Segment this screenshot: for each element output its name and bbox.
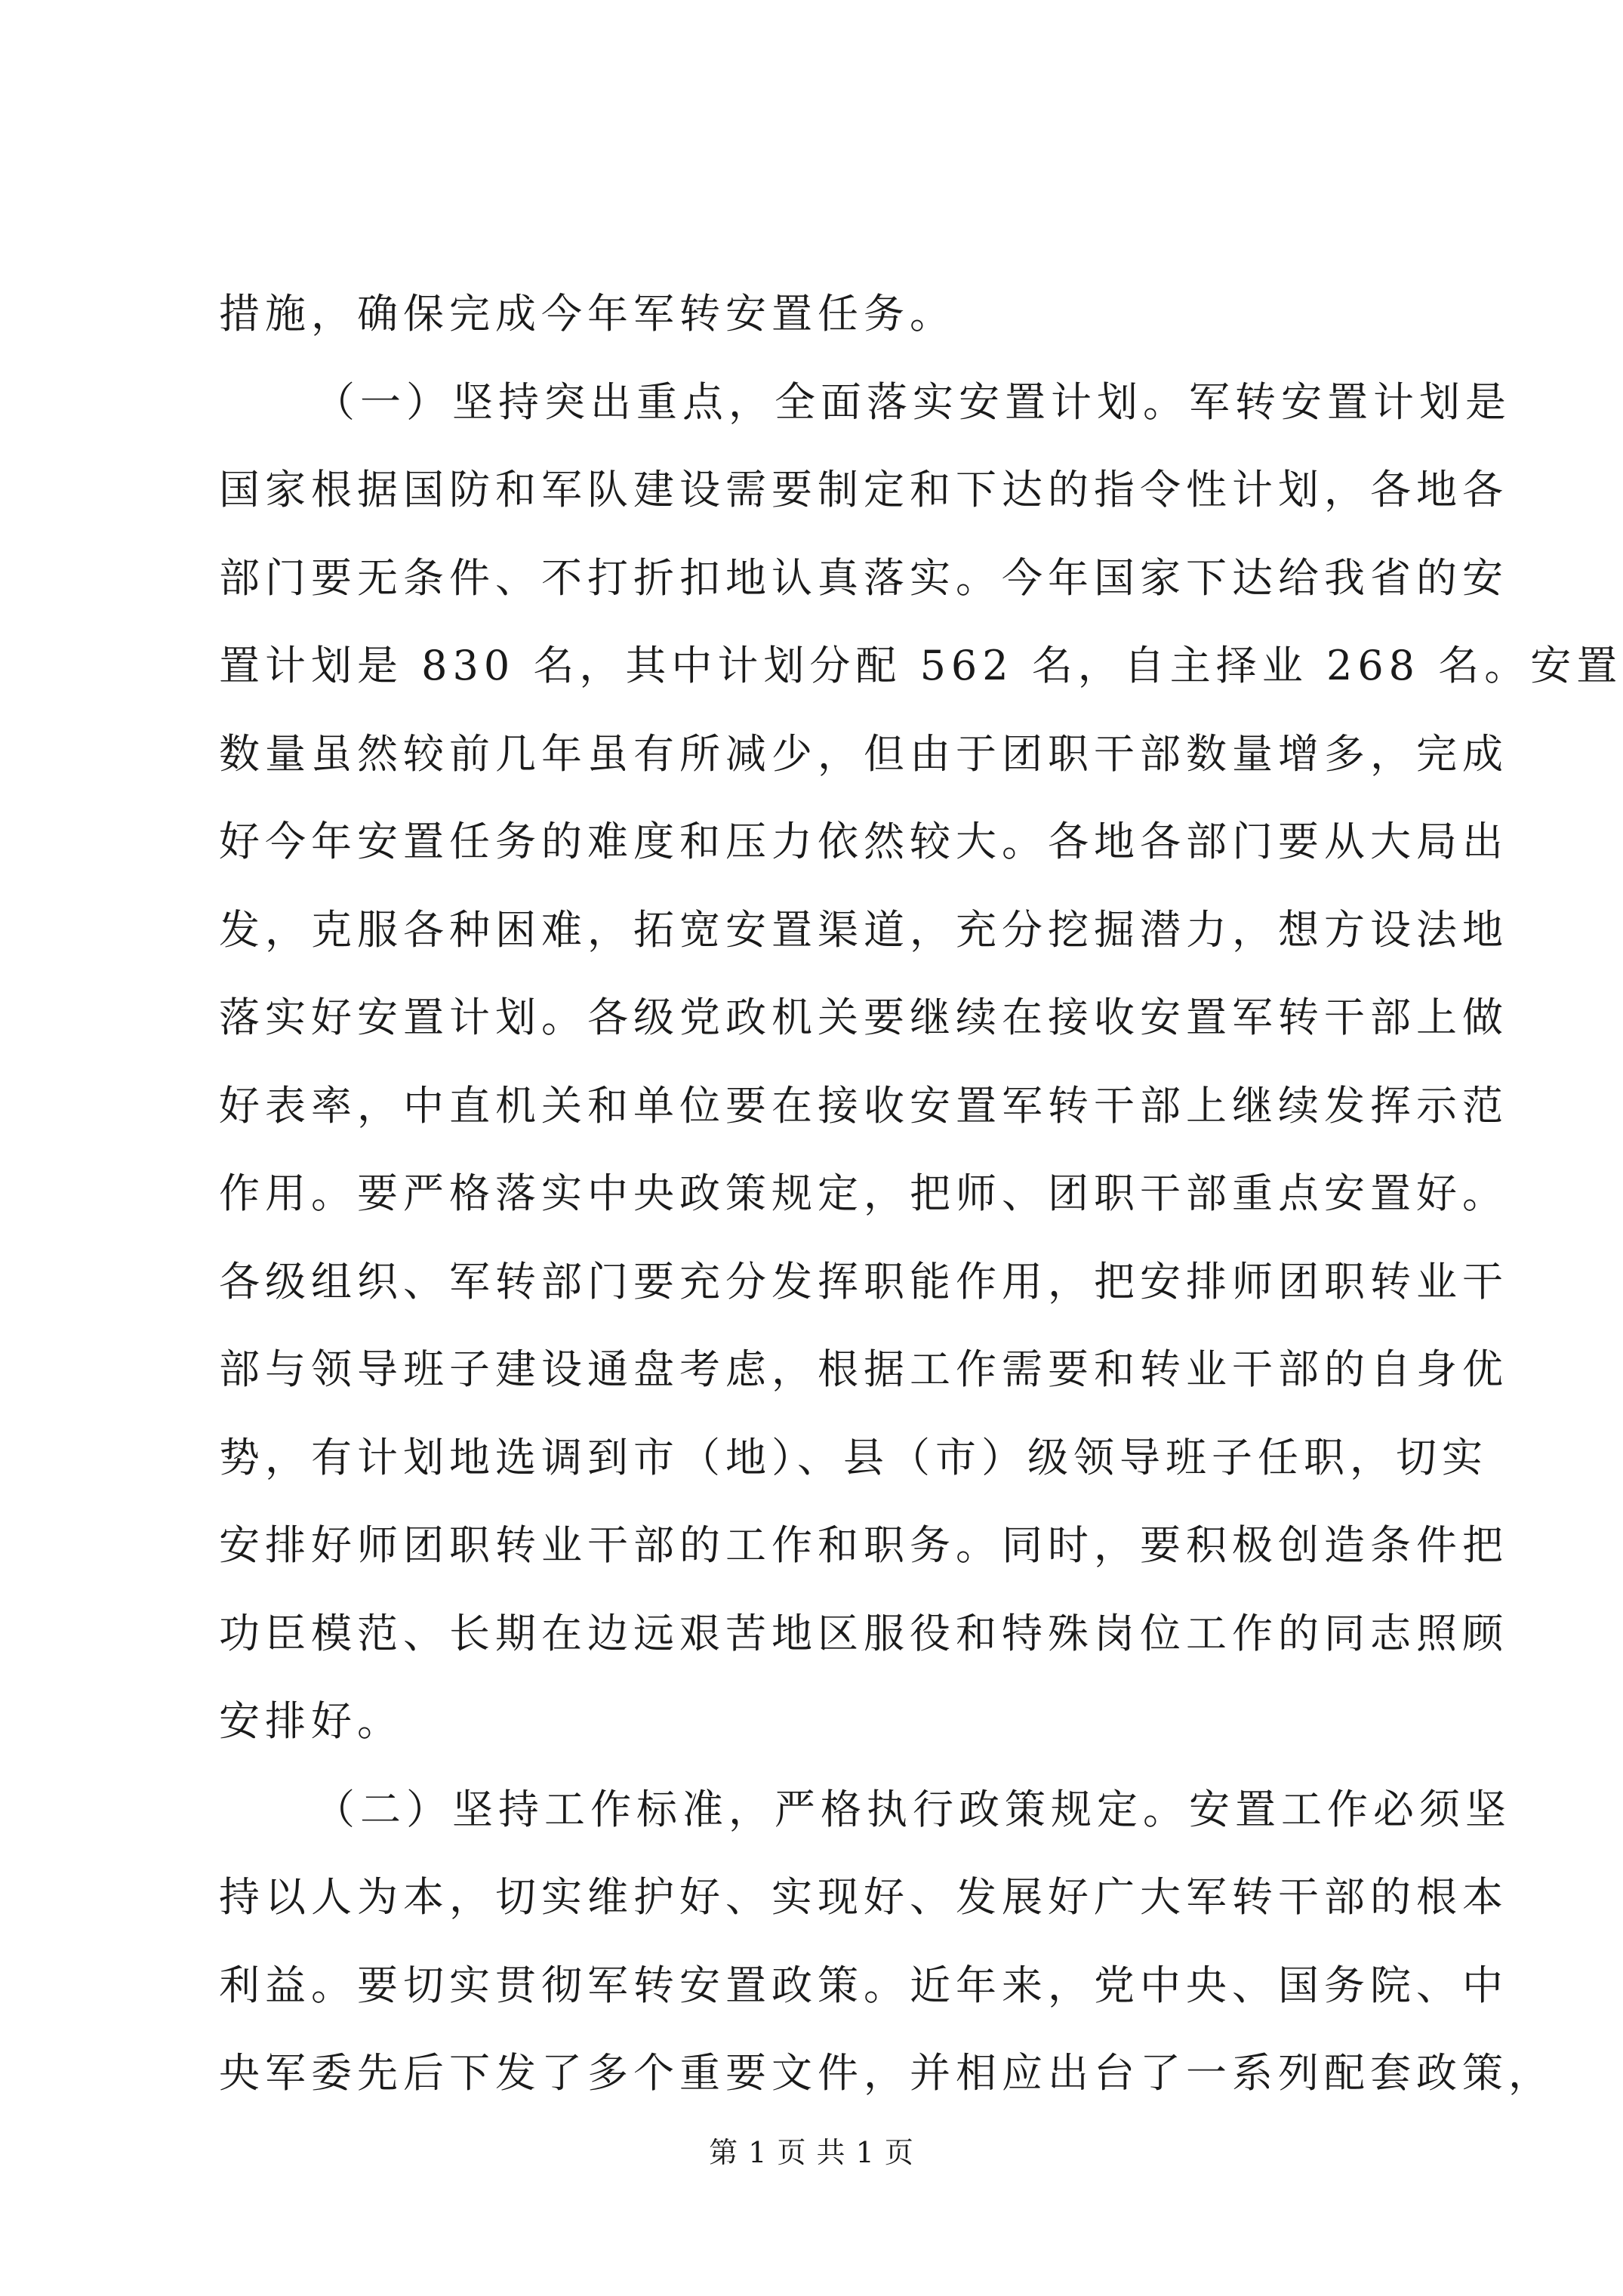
body-line-15: 安排好师团职转业干部的工作和职务。同时，要积极创造条件把: [219, 1521, 1508, 1569]
body-line-8: 发，克服各种困难，拓宽安置渠道，充分挖掘潜力，想方设法地: [219, 905, 1508, 954]
body-line-11: 作用。要严格落实中央政策规定，把师、团职干部重点安置好。: [219, 1170, 1508, 1217]
body-line-2-paragraph-start: （一）坚持突出重点，全面落实安置计划。军转安置计划是: [314, 378, 1511, 426]
body-line-5: 置计划是 830 名，其中计划分配 562 名，自主择业 268 名。安置: [219, 642, 1623, 689]
page-number-label: 第 1 页 共 1 页: [709, 2136, 914, 2169]
body-line-14: 势，有计划地选调到市（地）、县（市）级领导班子任职，切实: [219, 1433, 1488, 1481]
body-line-12: 各级组织、军转部门要充分发挥职能作用，把安排师团职转业干: [219, 1257, 1508, 1305]
body-line-13: 部与领导班子建设通盘考虑，根据工作需要和转业干部的自身优: [219, 1345, 1508, 1393]
body-line-3: 国家根据国防和军队建设需要制定和下达的指令性计划，各地各: [219, 466, 1508, 513]
body-line-6: 数量虽然较前几年虽有所减少，但由于团职干部数量增多，完成: [219, 729, 1508, 778]
document-body: [219, 270, 1623, 2118]
body-line-17: 安排好。: [219, 1697, 403, 1745]
body-line-10: 好表率，中直机关和单位要在接收安置军转干部上继续发挥示范: [219, 1081, 1508, 1130]
body-line-1: 措施，确保完成今年军转安置任务。: [219, 290, 956, 337]
page-footer: [0, 2129, 1623, 2171]
body-line-19: 持以人为本，切实维护好、实现好、发展好广大军转干部的根本: [219, 1873, 1508, 1921]
body-line-18-paragraph-start: （二）坚持工作标准，严格执行政策规定。安置工作必须坚: [314, 1785, 1511, 1833]
body-line-9: 落实好安置计划。各级党政机关要继续在接收安置军转干部上做: [219, 994, 1508, 1041]
body-line-16: 功臣模范、长期在边远艰苦地区服役和特殊岗位工作的同志照顾: [219, 1609, 1508, 1657]
body-line-4: 部门要无条件、不打折扣地认真落实。今年国家下达给我省的安: [219, 553, 1508, 602]
body-line-20: 利益。要切实贯彻军转安置政策。近年来，党中央、国务院、中: [219, 1961, 1508, 2009]
body-line-7: 好今年安置任务的难度和压力依然较大。各地各部门要从大局出: [219, 818, 1508, 865]
body-line-21: 央军委先后下发了多个重要文件，并相应出台了一系列配套政策，: [219, 2049, 1554, 2097]
